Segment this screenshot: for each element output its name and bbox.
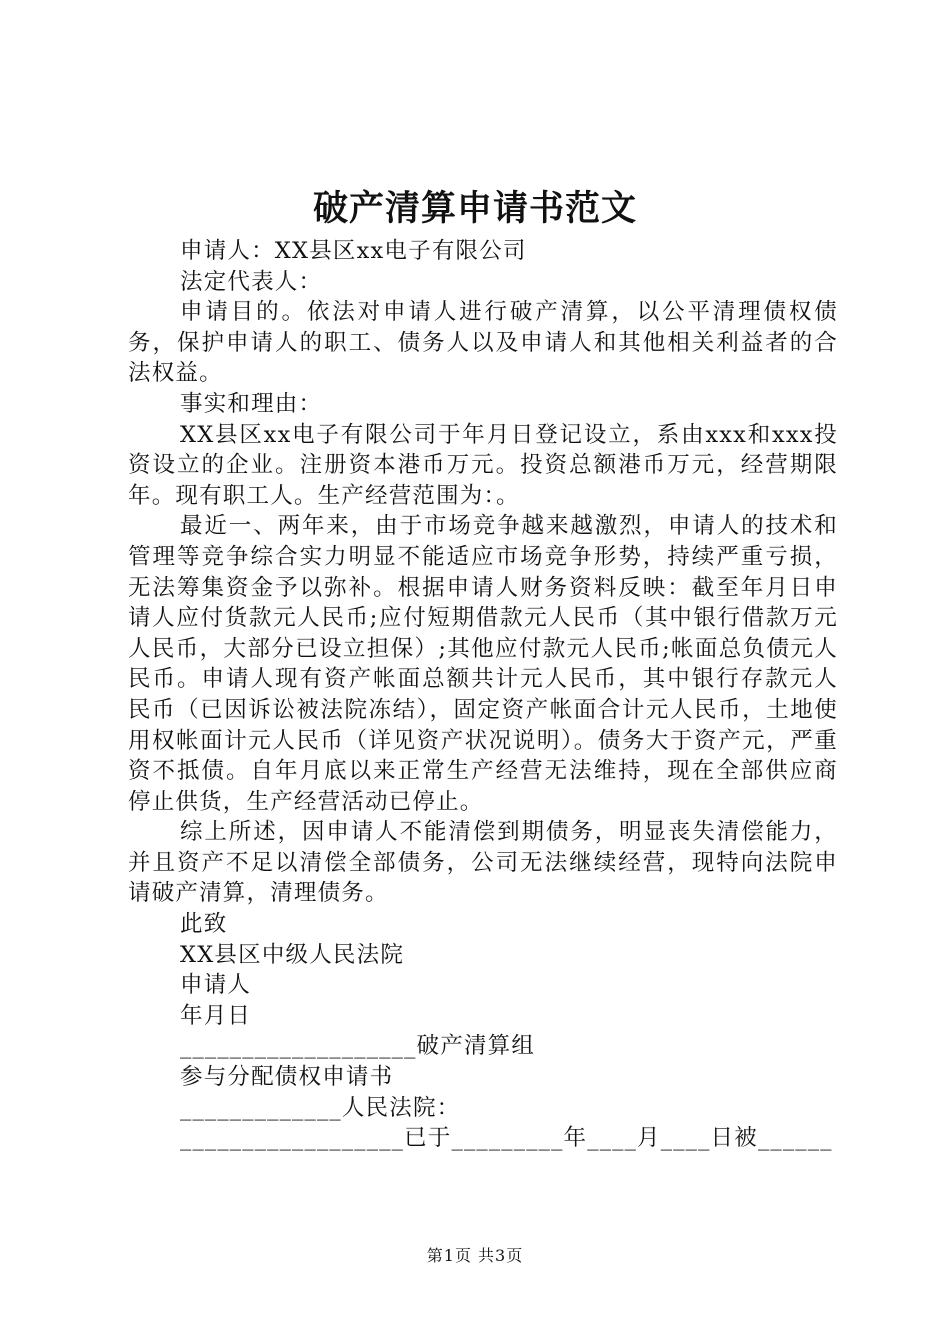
document-body bbox=[128, 236, 838, 1154]
salutation: 此致 bbox=[180, 911, 228, 938]
page-number: 第1页 共3页 bbox=[426, 1246, 524, 1265]
signer-line: 申请人 bbox=[180, 972, 252, 999]
purpose-paragraph: 申请目的。依法对申请人进行破产清算，以公平清理债权债务，保护申请人的职工、债务人以及申请人和其他相关利益者的合法权益。 bbox=[128, 299, 838, 387]
court-address-line: _____________人民法院： bbox=[180, 1094, 461, 1121]
legal-rep-line: 法定代表人： bbox=[180, 268, 323, 295]
liquidation-group-line: ___________________破产清算组 bbox=[180, 1033, 536, 1060]
conclusion-paragraph: 综上所述，因申请人不能清偿到期债务，明显丧失清偿能力，并且资产不足以清偿全部债务，公司无法继续经营，现特向法院申请破产清算，清理债务。 bbox=[128, 819, 838, 907]
form-fill-line: __________________已于_________年____月____日被______ bbox=[180, 1125, 833, 1152]
date-line: 年月日 bbox=[180, 1002, 252, 1029]
creditor-form-title: 参与分配债权申请书 bbox=[180, 1064, 394, 1091]
court-name: XX县区中级人民法院 bbox=[180, 941, 405, 968]
facts-paragraph-1: XX县区xx电子有限公司于年月日登记设立，系由xxx和xxx投资设立的企业。注册资本港币万元。投资总额港币万元，经营期限年。现有职工人。生产经营范围为：。 bbox=[128, 421, 838, 509]
facts-paragraph-2: 最近一、两年来，由于市场竞争越来越激烈，申请人的技术和管理等竞争综合实力明显不能适应市场竞争形势，持续严重亏损，无法筹集资金予以弥补。根据申请人财务资料反映：截至年月日申请人应付货款元人民币;应付短期借款元人民币（其中银行借款万元人民币，大部分已设立担保）;其他应付款元人民币;帐面总负债元人民币。申请人现有资产帐面总额共计元人民币，其中银行存款元人民币（已因诉讼被法院冻结），固定资产帐面合计元人民币，土地使用权帐面计元人民币（详见资产状况说明）。债务大于资产元，严重资不抵债。自年月底以来正常生产经营无法维持，现在全部供应商停止供货，生产经营活动已停止。 bbox=[128, 513, 838, 815]
document-title: 破产清算申请书范文 bbox=[312, 188, 637, 229]
applicant-line: 申请人：XX县区xx电子有限公司 bbox=[180, 238, 527, 264]
facts-heading: 事实和理由： bbox=[180, 390, 323, 417]
